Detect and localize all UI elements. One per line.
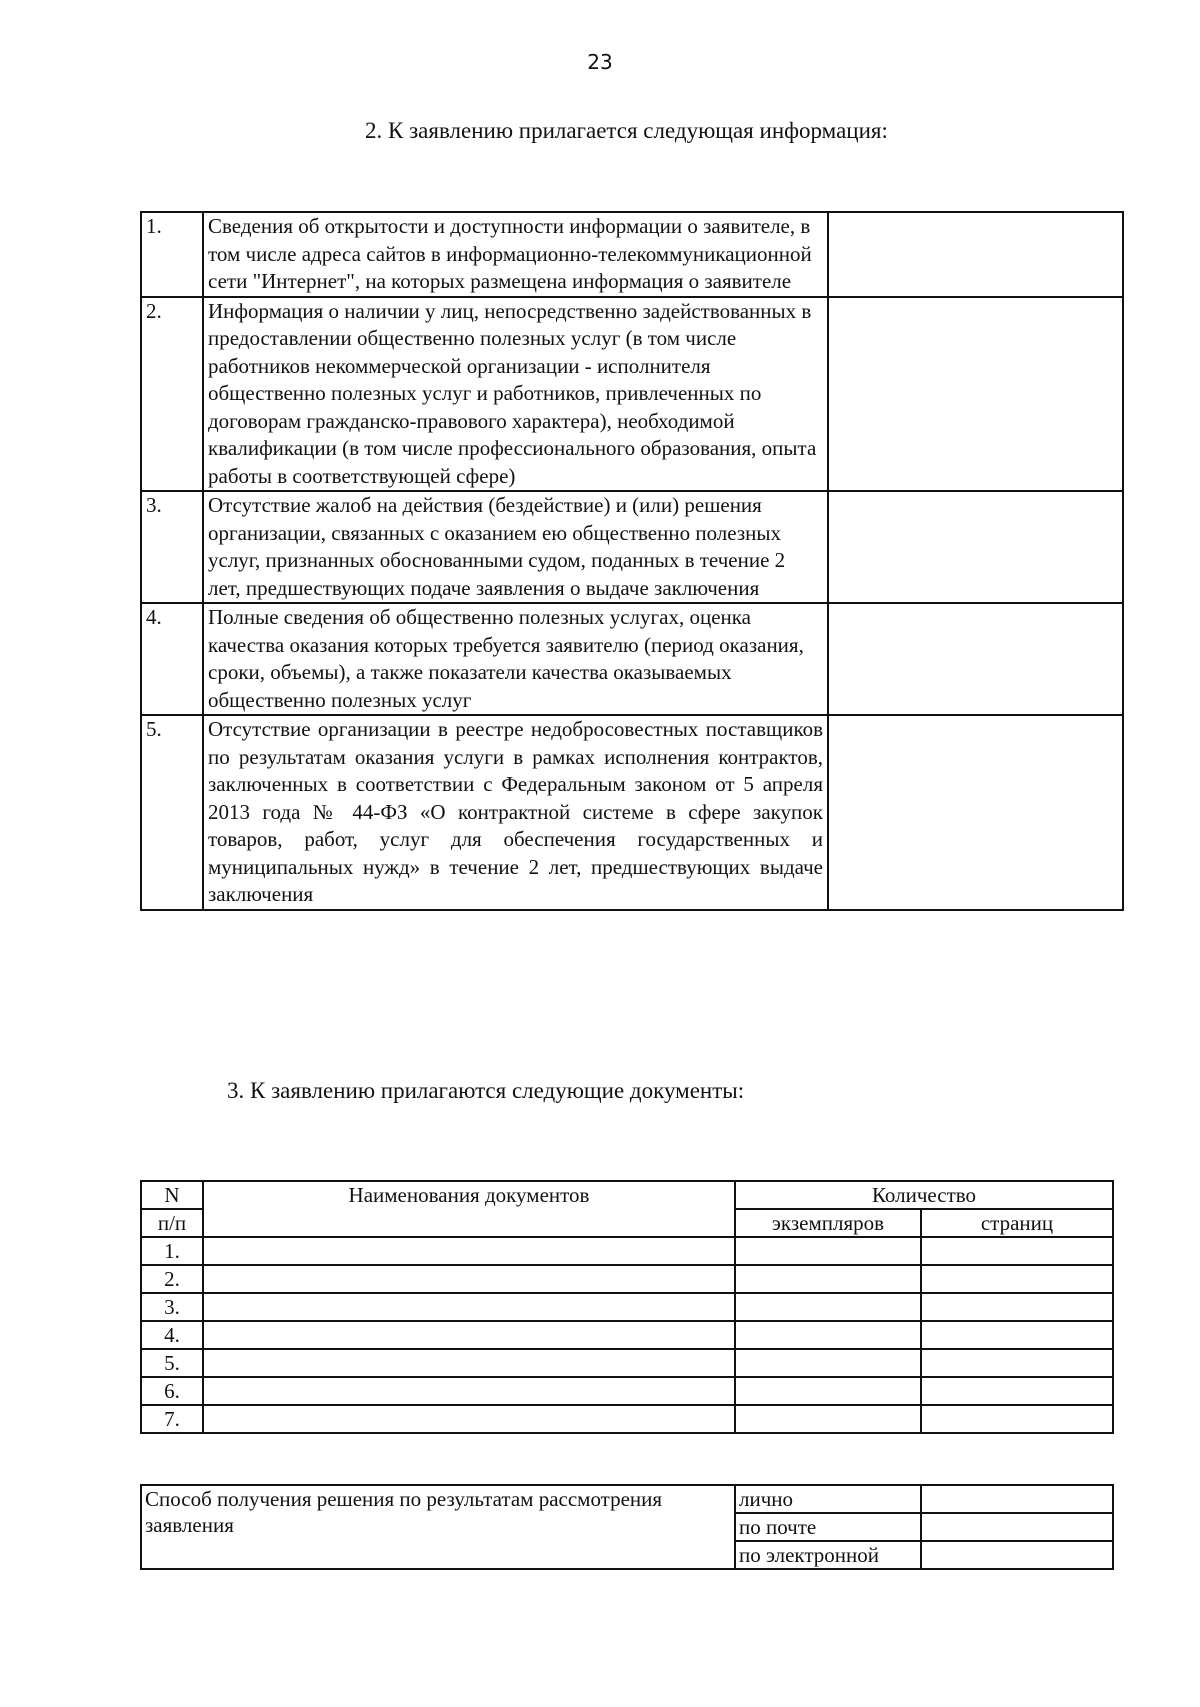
document-name-cell[interactable] [203,1377,735,1405]
receipt-method-label: Способ получения решения по результатам рассмотрения заявления [141,1485,735,1569]
receipt-option-mark-cell[interactable] [921,1485,1113,1513]
copies-cell[interactable] [735,1377,921,1405]
pages-cell[interactable] [921,1377,1113,1405]
table-header-row [141,1181,1113,1209]
row-number: 4. [141,1321,203,1349]
document-name-cell[interactable] [203,1237,735,1265]
row-text-cell [203,715,828,910]
pages-cell[interactable] [921,1405,1113,1433]
pages-cell[interactable] [921,1321,1113,1349]
row-number: 3. [141,491,203,603]
documents-table [140,1180,1114,1434]
receipt-option-by-mail: по почте [735,1513,921,1541]
column-header-document-name: Наименования документов [203,1181,735,1237]
receipt-option-electronic: по электронной [735,1541,921,1569]
row-text: Сведения об открытости и доступности информации о заявителе, в том числе адреса сайтов в информационно-телекоммуникационной сети "Интернет", на которых размещена информация о заявителе [203,212,828,297]
row-text: Полные сведения об общественно полезных услугах, оценка качества оказания которых требуется заявителю (период оказания, сроки, объемы), а также показатели качества оказываемых общественно полезных услуг [203,603,828,715]
row-number: 2. [141,297,203,492]
row-text: Отсутствие жалоб на действия (бездействие) и (или) решения организации, связанных с оказанием ею общественно полезных услуг, признанных обоснованными судом, поданных в течение 2 лет, предшествующих подаче заявления о выдаче заключения [203,491,828,603]
column-header-number: N [141,1181,203,1209]
table-row [141,1377,1113,1405]
receipt-option-in-person: лично [735,1485,921,1513]
table-row [141,715,1123,910]
column-header-quantity: Количество [735,1181,1113,1209]
section-3-heading: 3. К заявлению прилагаются следующие документы: [227,1078,745,1103]
row-text: Отсутствие организации в реестре недобросовестных поставщиков по результатам оказания услуги в рамках исполнения контрактов, заключенных в соответствии с Федеральным законом от 5 апреля 2013 года № 44-ФЗ «О контрактной системе в сфере закупок товаров, работ, услуг для обеспечения государственных и муниципальных нужд» в течение 2 лет, предшествующих выдаче [208,717,823,879]
row-number: 1. [141,1237,203,1265]
page-number: 23 [587,50,613,74]
row-number: 1. [141,212,203,297]
pages-cell[interactable] [921,1293,1113,1321]
copies-cell[interactable] [735,1237,921,1265]
table-row [141,1321,1113,1349]
document-name-cell[interactable] [203,1349,735,1377]
column-header-number-line2: п/п [141,1209,203,1237]
row-number: 4. [141,603,203,715]
document-name-cell[interactable] [203,1321,735,1349]
receipt-option-mark-cell[interactable] [921,1513,1113,1541]
row-number: 3. [141,1293,203,1321]
row-number: 5. [141,1349,203,1377]
table-row [141,1293,1113,1321]
row-value-cell[interactable] [828,297,1123,492]
table-row [141,491,1123,603]
table-row [141,1237,1113,1265]
row-text: Информация о наличии у лиц, непосредственно задействованных в предоставлении общественно полезных услуг (в том числе работников некоммерческой организации - исполнителя общественно полезных услуг и работников, привлеченных по договорам гражданско-правового характера), необходимой квалификации (в том числе профессионального образования, опыта работы в соответствующей сфере) [203,297,828,492]
row-text-last-line: заключения [208,882,314,906]
table-row [141,603,1123,715]
row-value-cell[interactable] [828,603,1123,715]
information-table [140,211,1124,911]
row-number: 7. [141,1405,203,1433]
column-header-pages: страниц [921,1209,1113,1237]
pages-cell[interactable] [921,1349,1113,1377]
table-row [141,297,1123,492]
copies-cell[interactable] [735,1321,921,1349]
receipt-method-table [140,1484,1114,1570]
copies-cell[interactable] [735,1265,921,1293]
row-value-cell[interactable] [828,212,1123,297]
table-row [141,1405,1113,1433]
row-value-cell[interactable] [828,715,1123,910]
table-row [141,1265,1113,1293]
column-header-copies: экземпляров [735,1209,921,1237]
document-name-cell[interactable] [203,1293,735,1321]
row-value-cell[interactable] [828,491,1123,603]
pages-cell[interactable] [921,1265,1113,1293]
table-row [141,1349,1113,1377]
document-name-cell[interactable] [203,1405,735,1433]
copies-cell[interactable] [735,1405,921,1433]
row-number: 6. [141,1377,203,1405]
document-name-cell[interactable] [203,1265,735,1293]
table-row [141,212,1123,297]
section-2-heading: 2. К заявлению прилагается следующая информация: [365,118,888,143]
row-number: 5. [141,715,203,910]
table-row [141,1485,1113,1513]
pages-cell[interactable] [921,1237,1113,1265]
receipt-option-mark-cell[interactable] [921,1541,1113,1569]
copies-cell[interactable] [735,1293,921,1321]
row-number: 2. [141,1265,203,1293]
copies-cell[interactable] [735,1349,921,1377]
